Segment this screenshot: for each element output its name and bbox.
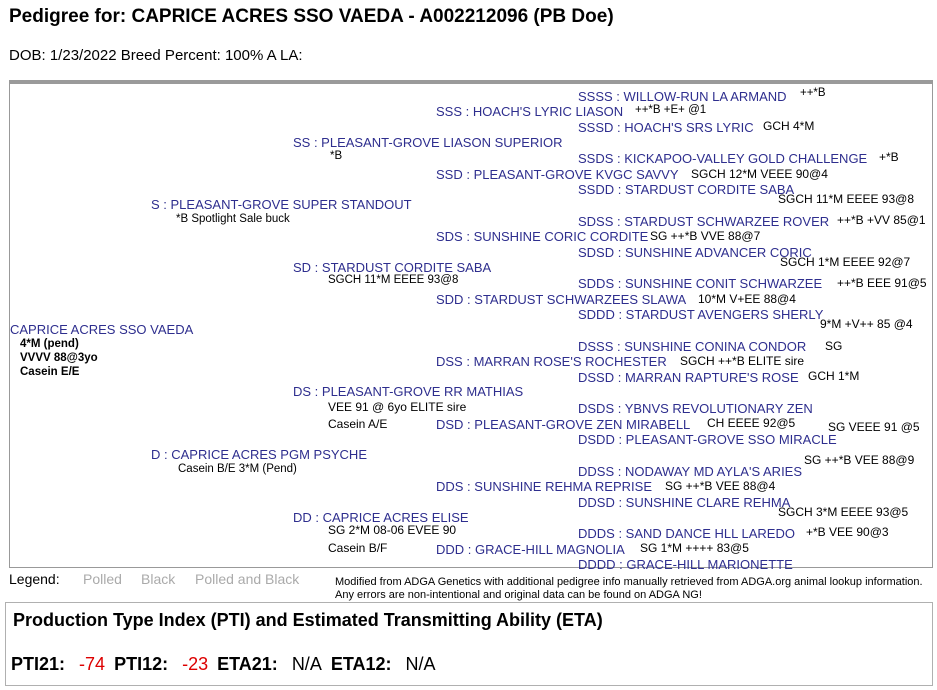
legend-label: Legend: bbox=[9, 571, 60, 587]
ssds-link[interactable]: SSDS : KICKAPOO-VALLEY GOLD CHALLENGE bbox=[578, 151, 868, 166]
ddsd-link[interactable]: DDSD : SUNSHINE CLARE REHMA bbox=[578, 495, 791, 510]
ssss-link[interactable]: SSSS : WILLOW-RUN LA ARMAND bbox=[578, 89, 787, 104]
ssss-info: ++*B bbox=[800, 87, 826, 99]
animal-name[interactable]: CAPRICE ACRES SSO VAEDA bbox=[10, 322, 194, 337]
ssd-link[interactable]: SSD : PLEASANT-GROVE KVGC SAVVY bbox=[436, 167, 679, 182]
dd-info: SG 2*M 08-06 EVEE 90 bbox=[328, 523, 457, 537]
sd-link[interactable]: SD : STARDUST CORDITE SABA bbox=[293, 260, 492, 275]
sdds-link[interactable]: SDDS : SUNSHINE CONIT SCHWARZEE bbox=[578, 276, 823, 291]
ds-info: VEE 91 @ 6yo ELITE sire bbox=[328, 400, 467, 414]
sdds-info: ++*B EEE 91@5 bbox=[837, 276, 927, 290]
ss-link[interactable]: SS : PLEASANT-GROVE LIASON SUPERIOR bbox=[293, 135, 563, 150]
pti-title: Production Type Index (PTI) and Estimated Transmitting Ability (ETA) bbox=[13, 610, 603, 630]
sire-info: *B Spotlight Sale buck bbox=[176, 213, 290, 225]
sd-info: SGCH 11*M EEEE 93@8 bbox=[328, 274, 459, 286]
sddd-info: 9*M +V++ 85 @4 bbox=[820, 317, 913, 331]
dsss-info: SG bbox=[825, 339, 843, 353]
legend-black: Black bbox=[141, 571, 176, 587]
dam-link[interactable]: D : CAPRICE ACRES PGM PSYCHE bbox=[151, 447, 367, 462]
dsdd-info: SG VEEE 91 @5 bbox=[828, 420, 920, 434]
ddd-link[interactable]: DDD : GRACE-HILL MAGNOLIA bbox=[436, 542, 625, 557]
sdd-link[interactable]: SDD : STARDUST SCHWARZEES SLAWA bbox=[436, 292, 687, 307]
sdsd-info: SGCH 1*M EEEE 92@7 bbox=[780, 255, 911, 269]
animal-stars: 4*M (pend) bbox=[20, 338, 79, 350]
ddss-link[interactable]: DDSS : NODAWAY MD AYLA'S ARIES bbox=[578, 464, 803, 479]
sddd-link[interactable]: SDDD : STARDUST AVENGERS SHERLY bbox=[578, 307, 824, 322]
ddds-link[interactable]: DDDS : SAND DANCE HLL LAREDO bbox=[578, 526, 795, 541]
ssd-info: SGCH 12*M VEEE 90@4 bbox=[691, 167, 828, 181]
ss-info: *B bbox=[330, 150, 343, 162]
eta21-label: ETA21: bbox=[217, 654, 278, 674]
sssd-info: GCH 4*M bbox=[763, 119, 815, 133]
dss-link[interactable]: DSS : MARRAN ROSE'S ROCHESTER bbox=[436, 354, 667, 369]
dsds-link[interactable]: DSDS : YBNVS REVOLUTIONARY ZEN bbox=[578, 401, 813, 416]
legend-polled-black: Polled and Black bbox=[195, 571, 300, 587]
pti12-label: PTI12: bbox=[114, 654, 169, 674]
dsd-info: CH EEEE 92@5 bbox=[707, 416, 796, 430]
dssd-link[interactable]: DSSD : MARRAN RAPTURE'S ROSE bbox=[578, 370, 799, 385]
pti21-value: -74 bbox=[79, 654, 106, 674]
sdd-info: 10*M V+EE 88@4 bbox=[698, 292, 796, 306]
dob-line: DOB: 1/23/2022 Breed Percent: 100% A LA: bbox=[9, 47, 303, 64]
eta12-label: ETA12: bbox=[330, 654, 392, 674]
dss-info: SGCH ++*B ELITE sire bbox=[680, 354, 805, 368]
sssd-link[interactable]: SSSD : HOACH'S SRS LYRIC bbox=[578, 120, 754, 135]
ddds-info: +*B VEE 90@3 bbox=[806, 525, 889, 539]
dsd-link[interactable]: DSD : PLEASANT-GROVE ZEN MIRABELL bbox=[436, 417, 691, 432]
legend-polled: Polled bbox=[83, 571, 122, 587]
dsss-link[interactable]: DSSS : SUNSHINE CONINA CONDOR bbox=[578, 339, 807, 354]
ddsd-info: SGCH 3*M EEEE 93@5 bbox=[778, 505, 909, 519]
animal-casein: Casein E/E bbox=[20, 366, 80, 378]
dd-link[interactable]: DD : CAPRICE ACRES ELISE bbox=[293, 510, 469, 525]
dds-link[interactable]: DDS : SUNSHINE REHMA REPRISE bbox=[436, 479, 652, 494]
dsdd-link[interactable]: DSDD : PLEASANT-GROVE SSO MIRACLE bbox=[578, 432, 837, 447]
ssdd-link[interactable]: SSDD : STARDUST CORDITE SABA bbox=[578, 182, 795, 197]
ds-link[interactable]: DS : PLEASANT-GROVE RR MATHIAS bbox=[293, 384, 524, 399]
pti-values-row bbox=[11, 654, 440, 675]
ssds-info: +*B bbox=[879, 150, 899, 164]
sds-link[interactable]: SDS : SUNSHINE CORIC CORDITE bbox=[436, 229, 649, 244]
sss-link[interactable]: SSS : HOACH'S LYRIC LIASON bbox=[436, 104, 624, 119]
animal-score: VVVV 88@3yo bbox=[20, 352, 98, 364]
dds-info: SG ++*B VEE 88@4 bbox=[665, 479, 776, 493]
eta12-value: N/A bbox=[405, 654, 436, 674]
sire-link[interactable]: S : PLEASANT-GROVE SUPER STANDOUT bbox=[151, 197, 412, 212]
sdsd-link[interactable]: SDSD : SUNSHINE ADVANCER CORIC bbox=[578, 245, 812, 260]
pti-eta-panel bbox=[5, 602, 933, 686]
sdss-link[interactable]: SDSS : STARDUST SCHWARZEE ROVER bbox=[578, 214, 830, 229]
pti21-label: PTI21: bbox=[11, 654, 66, 674]
sds-info: SG ++*B VVE 88@7 bbox=[650, 229, 761, 243]
pti12-value: -23 bbox=[182, 654, 209, 674]
ssdd-info: SGCH 11*M EEEE 93@8 bbox=[778, 192, 915, 206]
sss-info: ++*B +E+ @1 bbox=[635, 104, 707, 116]
dd-casein: Casein B/F bbox=[328, 541, 388, 555]
dam-info: Casein B/E 3*M (Pend) bbox=[178, 463, 297, 475]
ds-casein: Casein A/E bbox=[328, 417, 388, 431]
legend-note: Modified from ADGA Genetics with additional pedigree info manually retrieved from ADGA.org animal lookup information. Any errors are non-intentional and original data can be found on ADGA NG! bbox=[335, 576, 923, 601]
dddd-link[interactable]: DDDD : GRACE-HILL MARIONETTE bbox=[578, 557, 793, 572]
pedigree-table bbox=[9, 80, 933, 572]
eta21-value: N/A bbox=[291, 654, 322, 674]
sdss-info: ++*B +VV 85@1 bbox=[837, 213, 926, 227]
ddd-info: SG 1*M ++++ 83@5 bbox=[640, 541, 749, 555]
ddss-info: SG ++*B VEE 88@9 bbox=[804, 453, 915, 467]
dssd-info: GCH 1*M bbox=[808, 369, 860, 383]
page-title: Pedigree for: CAPRICE ACRES SSO VAEDA - A002212096 (PB Doe) bbox=[9, 6, 614, 27]
